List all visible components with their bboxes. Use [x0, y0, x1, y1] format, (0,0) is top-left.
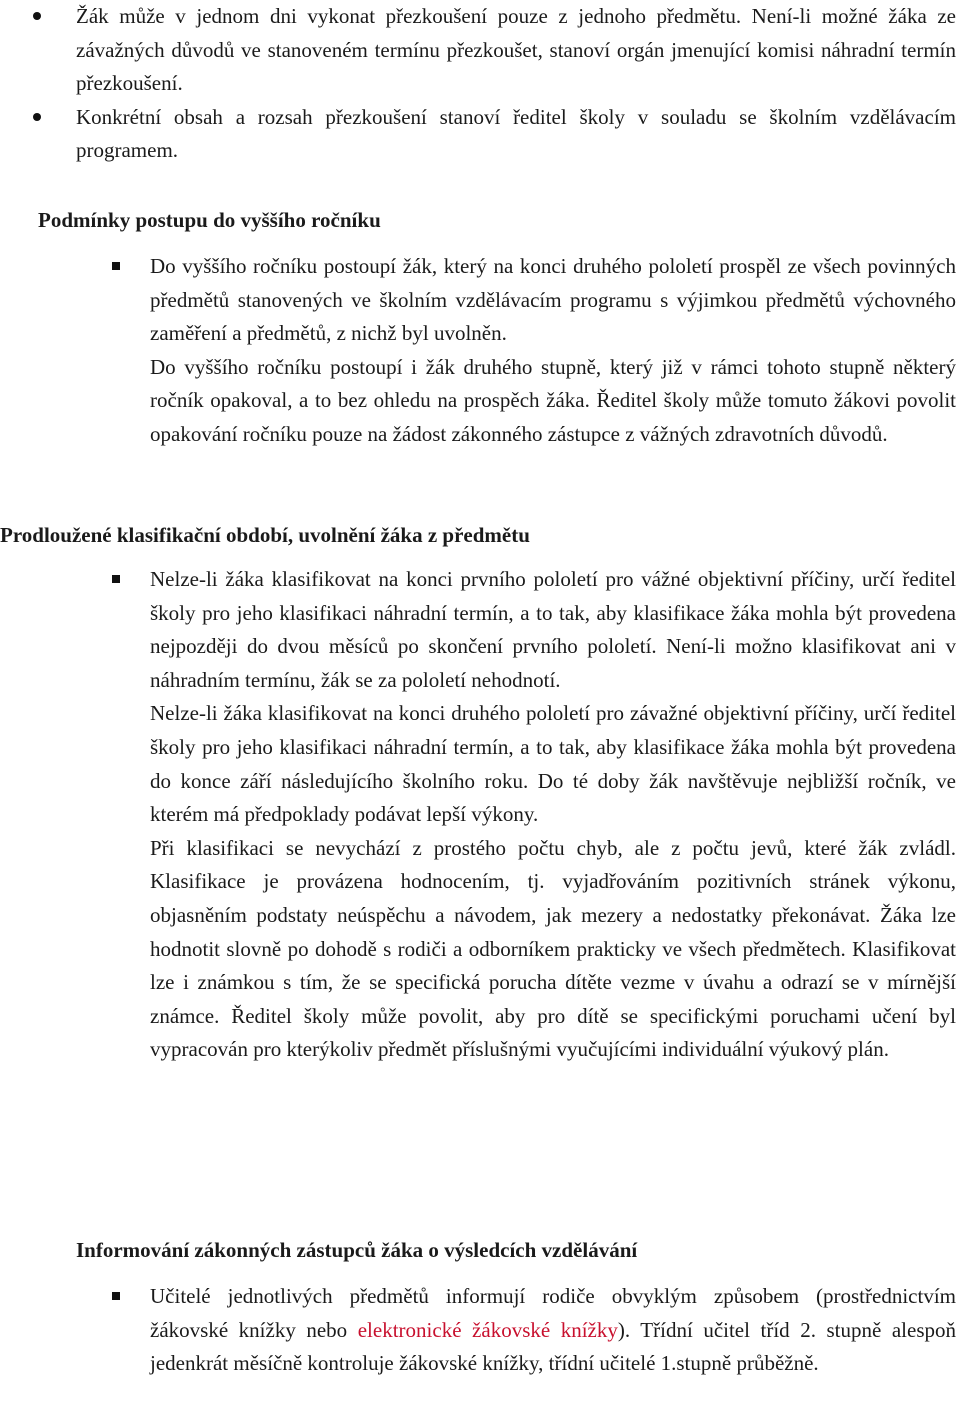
square-bullet-icon	[112, 262, 120, 270]
square-bullet-icon	[112, 575, 120, 583]
section-heading-parent-information: Informování zákonných zástupců žáka o výsledcích vzdělávání	[76, 1238, 638, 1262]
section-heading-extended-period: Prodloužené klasifikační období, uvolnění žáka z předmětu	[0, 523, 530, 547]
list-item	[0, 0, 956, 101]
paragraph: Nelze-li žáka klasifikovat na konci prvního pololetí pro vážné objektivní příčiny, určí ředitel školy pro jeho klasifikaci náhradní termín, a to tak, aby klasifikace žáka mohla být provedena nejpozději do dvou měsíců po skončení prvního pololetí. Není-li možno klasifikovat ani v náhradním termínu, žák se za pololetí nehodnotí.	[150, 567, 956, 692]
section1-bullet	[150, 250, 956, 452]
paragraph: Do vyššího ročníku postoupí žák, který na konci druhého pololetí prospěl ze všech povinných předmětů stanovených ve školním vzdělávacím programu s výjimkou předmětů výchovného zaměření a předmětů, z nichž byl uvolněn.	[150, 254, 956, 346]
paragraph: Nelze-li žáka klasifikovat na konci druhého pololetí pro závažné objektivní příčiny, určí ředitel školy pro jeho klasifikaci náhradní termín, a to tak, aby klasifikace žáka mohla být provedena do konce září následujícího školního roku. Do té doby žák navštěvuje nejbližší ročník, ve kterém má předpoklady podávat lepší výkony.	[150, 701, 956, 827]
paragraph-text: Učitelé jednotlivých předmětů informují rodiče obvyklým způsobem (prostřednictvím žákovské knížky nebo	[150, 1284, 956, 1342]
section3-bullet	[150, 1280, 956, 1381]
list-item	[0, 101, 956, 168]
intro-bullet-text: Konkrétní obsah a rozsah přezkoušení stanoví ředitel školy v souladu se školním vzdělávacím programem.	[76, 104, 956, 162]
intro-bullet-text: Žák může v jednom dni vykonat přezkoušení pouze z jednoho předmětu. Není-li možné žáka ze závažných důvodů ve stanoveném termínu přezkoušet, stanoví orgán jmenující komisi náhradní termín přezkoušení.	[76, 4, 956, 95]
paragraph-text: ). Třídní učitel tříd 2. stupně alespoň jedenkrát měsíčně kontroluje žákovské knížky, třídní učitelé 1.stupně průběžně.	[150, 1317, 956, 1376]
bullet-dot-icon	[33, 113, 41, 121]
section2-bullet	[150, 563, 956, 1067]
electronic-record-book-link[interactable]: elektronické žákovské knížky	[357, 1317, 618, 1342]
intro-bullet-list	[0, 0, 956, 168]
paragraph: Do vyššího ročníku postoupí i žák druhého stupně, který již v rámci tohoto stupně některý ročník opakoval, a to bez ohledu na prospěch žáka. Ředitel školy může tomuto žákovi povolit opakování ročníku pouze na žádost zákonného zástupce z vážných zdravotních důvodů.	[150, 354, 956, 446]
square-bullet-icon	[112, 1292, 120, 1300]
paragraph	[150, 1280, 956, 1381]
bullet-dot-icon	[33, 12, 41, 20]
section-heading-promotion: Podmínky postupu do vyššího ročníku	[38, 208, 381, 232]
paragraph: Při klasifikaci se nevychází z prostého počtu chyb, ale z počtu jevů, které žák zvládl. Klasifikace je provázena hodnocením, tj. vyjadřováním pozitivních stránek výkonu, objasněním podstaty neúspěchu a návodem, jak mezery a nedostatky překonávat. Žáka lze hodnotit slovně po dohodě s rodiči a odborníkem prakticky ve všech předmětech. Klasifikovat lze i známkou s tím, že se specifická porucha dítěte vezme v úvahu a odrazí se v mírnější známce. Ředitel školy může povolit, aby pro dítě se specifickými poruchami učení byl vypracován pro kterýkoliv předmět příslušnými vyučujícími individuální výukový plán.	[150, 835, 956, 1062]
